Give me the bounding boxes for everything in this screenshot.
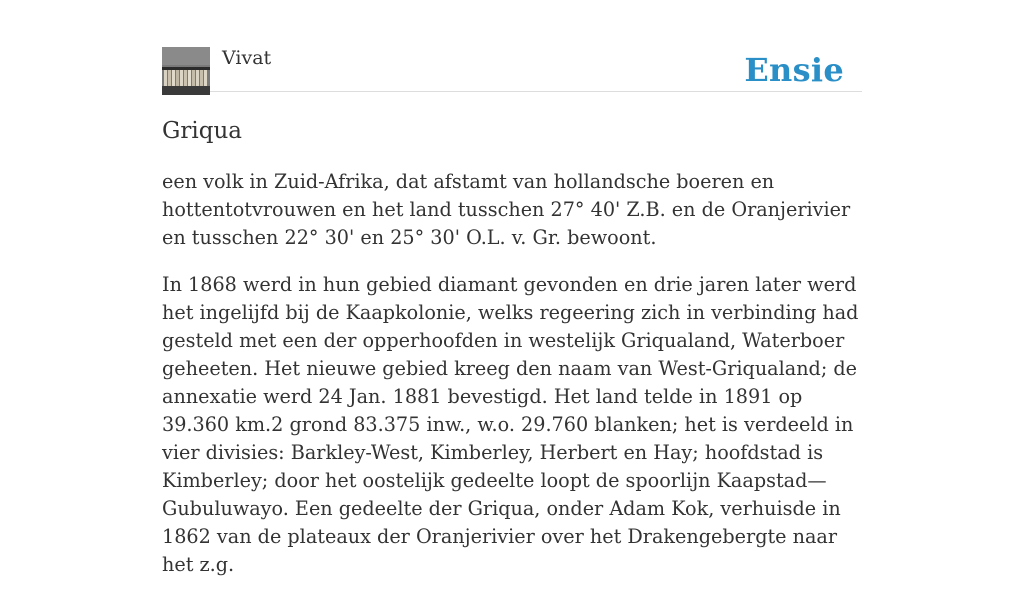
article-title: Griqua <box>162 118 242 144</box>
page-header <box>162 0 862 92</box>
author-name[interactable]: Vivat <box>222 47 272 69</box>
page-container <box>162 0 862 576</box>
article-paragraph: een volk in Zuid-Afrika, dat afstamt van hollandsche boeren en hottentotvrouwen en het land tusschen 27° 40' Z.B. en de Oranjerivier en tusschen 22° 30' en 25° 30' O.L. v. Gr. bewoont. <box>162 170 851 249</box>
site-logo[interactable]: Ensie <box>744 51 844 89</box>
article-paragraph: In 1868 werd in hun gebied diamant gevonden en drie jaren later werd het ingelijfd bij de Kaapkolonie, welks regeering zich in verbinding had gesteld met een der opperhoofden in westelijk Griqualand, Waterboer geheeten. Het nieuwe gebied kreeg den naam van West-Griqualand; de annexatie werd 24 Jan. 1881 bevestigd. Het land telde in 1891 op 39.360 km.2 grond 83.375 inw., w.o. 29.760 blanken; het is verdeeld in vier divisies: Barkley-West, Kimberley, Herbert en Hay; hoofdstad is Kimberley; door het oostelijk gedeelte loopt de spoorlijn Kaapstad—Gubuluwayo. Een gedeelte der Griqua, onder Adam Kok, verhuisde in 1862 van de plateaux der Oranjerivier over het Drakengebergte naar het z.g. <box>162 273 859 576</box>
books-avatar-icon[interactable] <box>162 47 210 95</box>
article-body <box>162 168 862 598</box>
